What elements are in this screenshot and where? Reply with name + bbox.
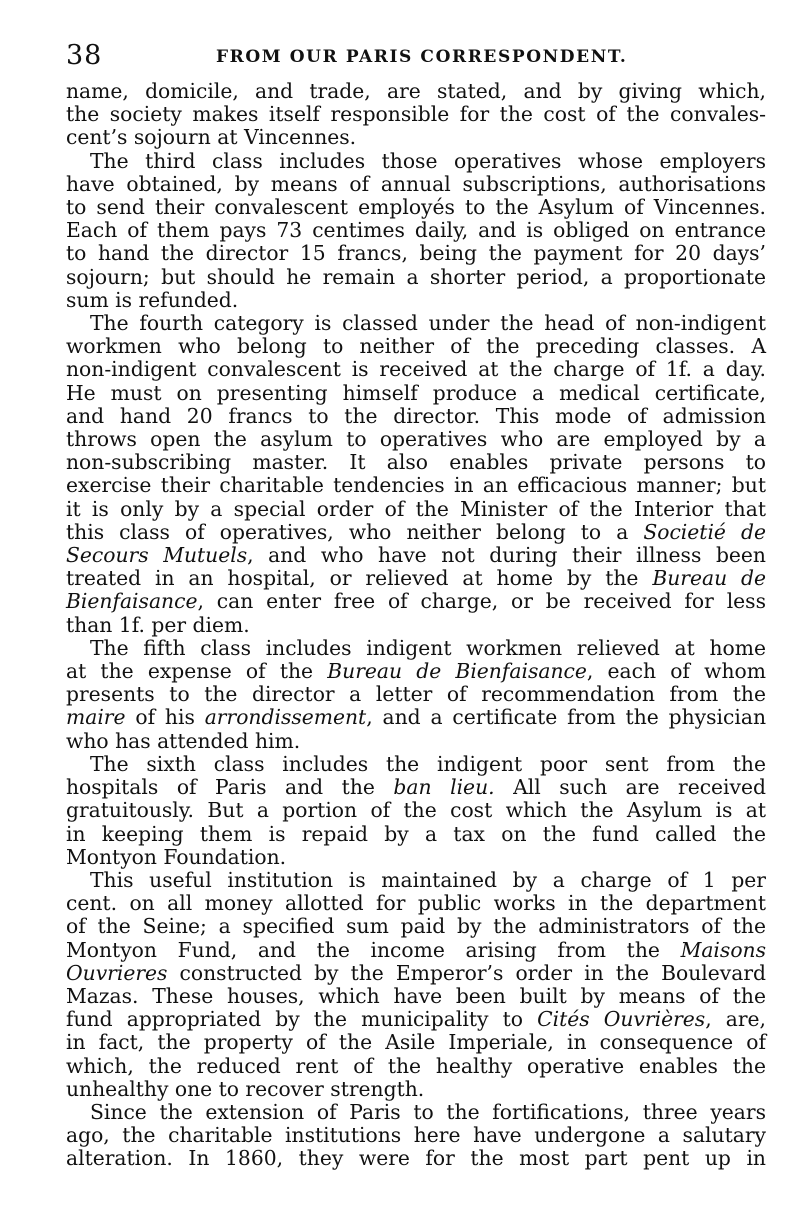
text-line: Each of them pays 73 centimes daily, and is obliged on entrance — [66, 218, 766, 243]
text-line: fund appropriated by the municipality to Cités Ouvrières, are, — [66, 1007, 766, 1032]
text-line: The fifth class includes indigent workmen relieved at home — [90, 635, 766, 660]
text-line: gratuitously. But a portion of the cost which the Asylum is at — [66, 798, 766, 823]
text-line: This useful institution is maintained by a charge of 1 per — [90, 867, 766, 892]
body-text — [66, 80, 766, 1171]
text-line: cent’s sojourn at Vincennes. — [66, 125, 357, 150]
text-line: Secours Mutuels, and who have not during their illness been — [66, 543, 766, 568]
text-line: non-subscribing master. It also enables private persons to — [66, 450, 766, 475]
text-line: name, domicile, and trade, are stated, and by giving which, — [66, 79, 766, 103]
text-line: Montyon Fund, and the income arising from the Maisons — [66, 937, 766, 962]
text-line: The fourth category is classed under the head of non-indigent — [90, 311, 766, 336]
running-head — [66, 40, 766, 80]
page-number: 38 — [66, 40, 103, 71]
book-page — [66, 40, 766, 1171]
text-line: workmen who belong to neither of the preceding classes. A — [66, 334, 766, 359]
text-line: Bienfaisance, can enter free of charge, or be received for less — [66, 589, 766, 614]
text-line: Montyon Foundation. — [66, 844, 287, 869]
text-line: throws open the asylum to operatives who are employed by a — [66, 427, 766, 452]
text-line: Ouvrieres constructed by the Emperor’s order in the Boulevard — [66, 960, 766, 985]
text-line: it is only by a special order of the Minister of the Interior that — [66, 496, 766, 521]
text-line: to send their convalescent employés to the Asylum of Vincennes. — [66, 195, 766, 220]
text-line: The third class includes those operatives whose employers — [90, 148, 766, 173]
text-line: alteration. In 1860, they were for the most part pent up in — [66, 1146, 766, 1171]
text-line: and hand 20 francs to the director. This mode of admission — [66, 403, 766, 428]
text-line: sojourn; but should he remain a shorter period, a proportionate — [66, 264, 766, 289]
text-line: the society makes itself responsible for the cost of the convales- — [66, 102, 766, 127]
text-line: than 1f. per diem. — [66, 612, 250, 637]
text-line: of the Seine; a specified sum paid by the administrators of the — [66, 914, 766, 939]
text-line: He must on presenting himself produce a medical certificate, — [66, 380, 766, 405]
text-line: have obtained, by means of annual subscriptions, authorisations — [66, 171, 766, 196]
text-line: in fact, the property of the Asile Imperiale, in consequence of — [66, 1030, 766, 1055]
running-title: FROM OUR PARIS CORRESPONDENT. — [216, 47, 628, 67]
text-line: in keeping them is repaid by a tax on the fund called the — [66, 821, 766, 846]
text-line: to hand the director 15 francs, being the payment for 20 days’ — [66, 241, 766, 266]
text-line: Mazas. These houses, which have been built by means of the — [66, 983, 766, 1008]
text-line: cent. on all money allotted for public works in the department — [66, 891, 766, 916]
text-line: treated in an hospital, or relieved at home by the Bureau de — [66, 566, 766, 591]
text-line: unhealthy one to recover strength. — [66, 1076, 425, 1101]
text-line: Since the extension of Paris to the fortifications, three years — [90, 1099, 766, 1124]
text-line: at the expense of the Bureau de Bienfaisance, each of whom — [66, 659, 766, 684]
text-line: ago, the charitable institutions here have undergone a salutary — [66, 1123, 766, 1148]
text-line: which, the reduced rent of the healthy operative enables the — [66, 1053, 766, 1078]
text-line: exercise their charitable tendencies in an efficacious manner; but — [66, 473, 766, 498]
text-line: who has attended him. — [66, 728, 301, 753]
text-line: sum is refunded. — [66, 287, 239, 312]
text-line: non-indigent convalescent is received at the charge of 1f. a day. — [66, 357, 766, 382]
text-line: maire of his arrondissement, and a certificate from the physician — [66, 705, 767, 730]
text-line: this class of operatives, who neither belong to a Societié de — [66, 519, 766, 544]
text-line: hospitals of Paris and the ban lieu. All such are received — [66, 775, 766, 800]
text-line: presents to the director a letter of recommendation from the — [66, 682, 766, 707]
text-line: The sixth class includes the indigent poor sent from the — [90, 751, 766, 776]
